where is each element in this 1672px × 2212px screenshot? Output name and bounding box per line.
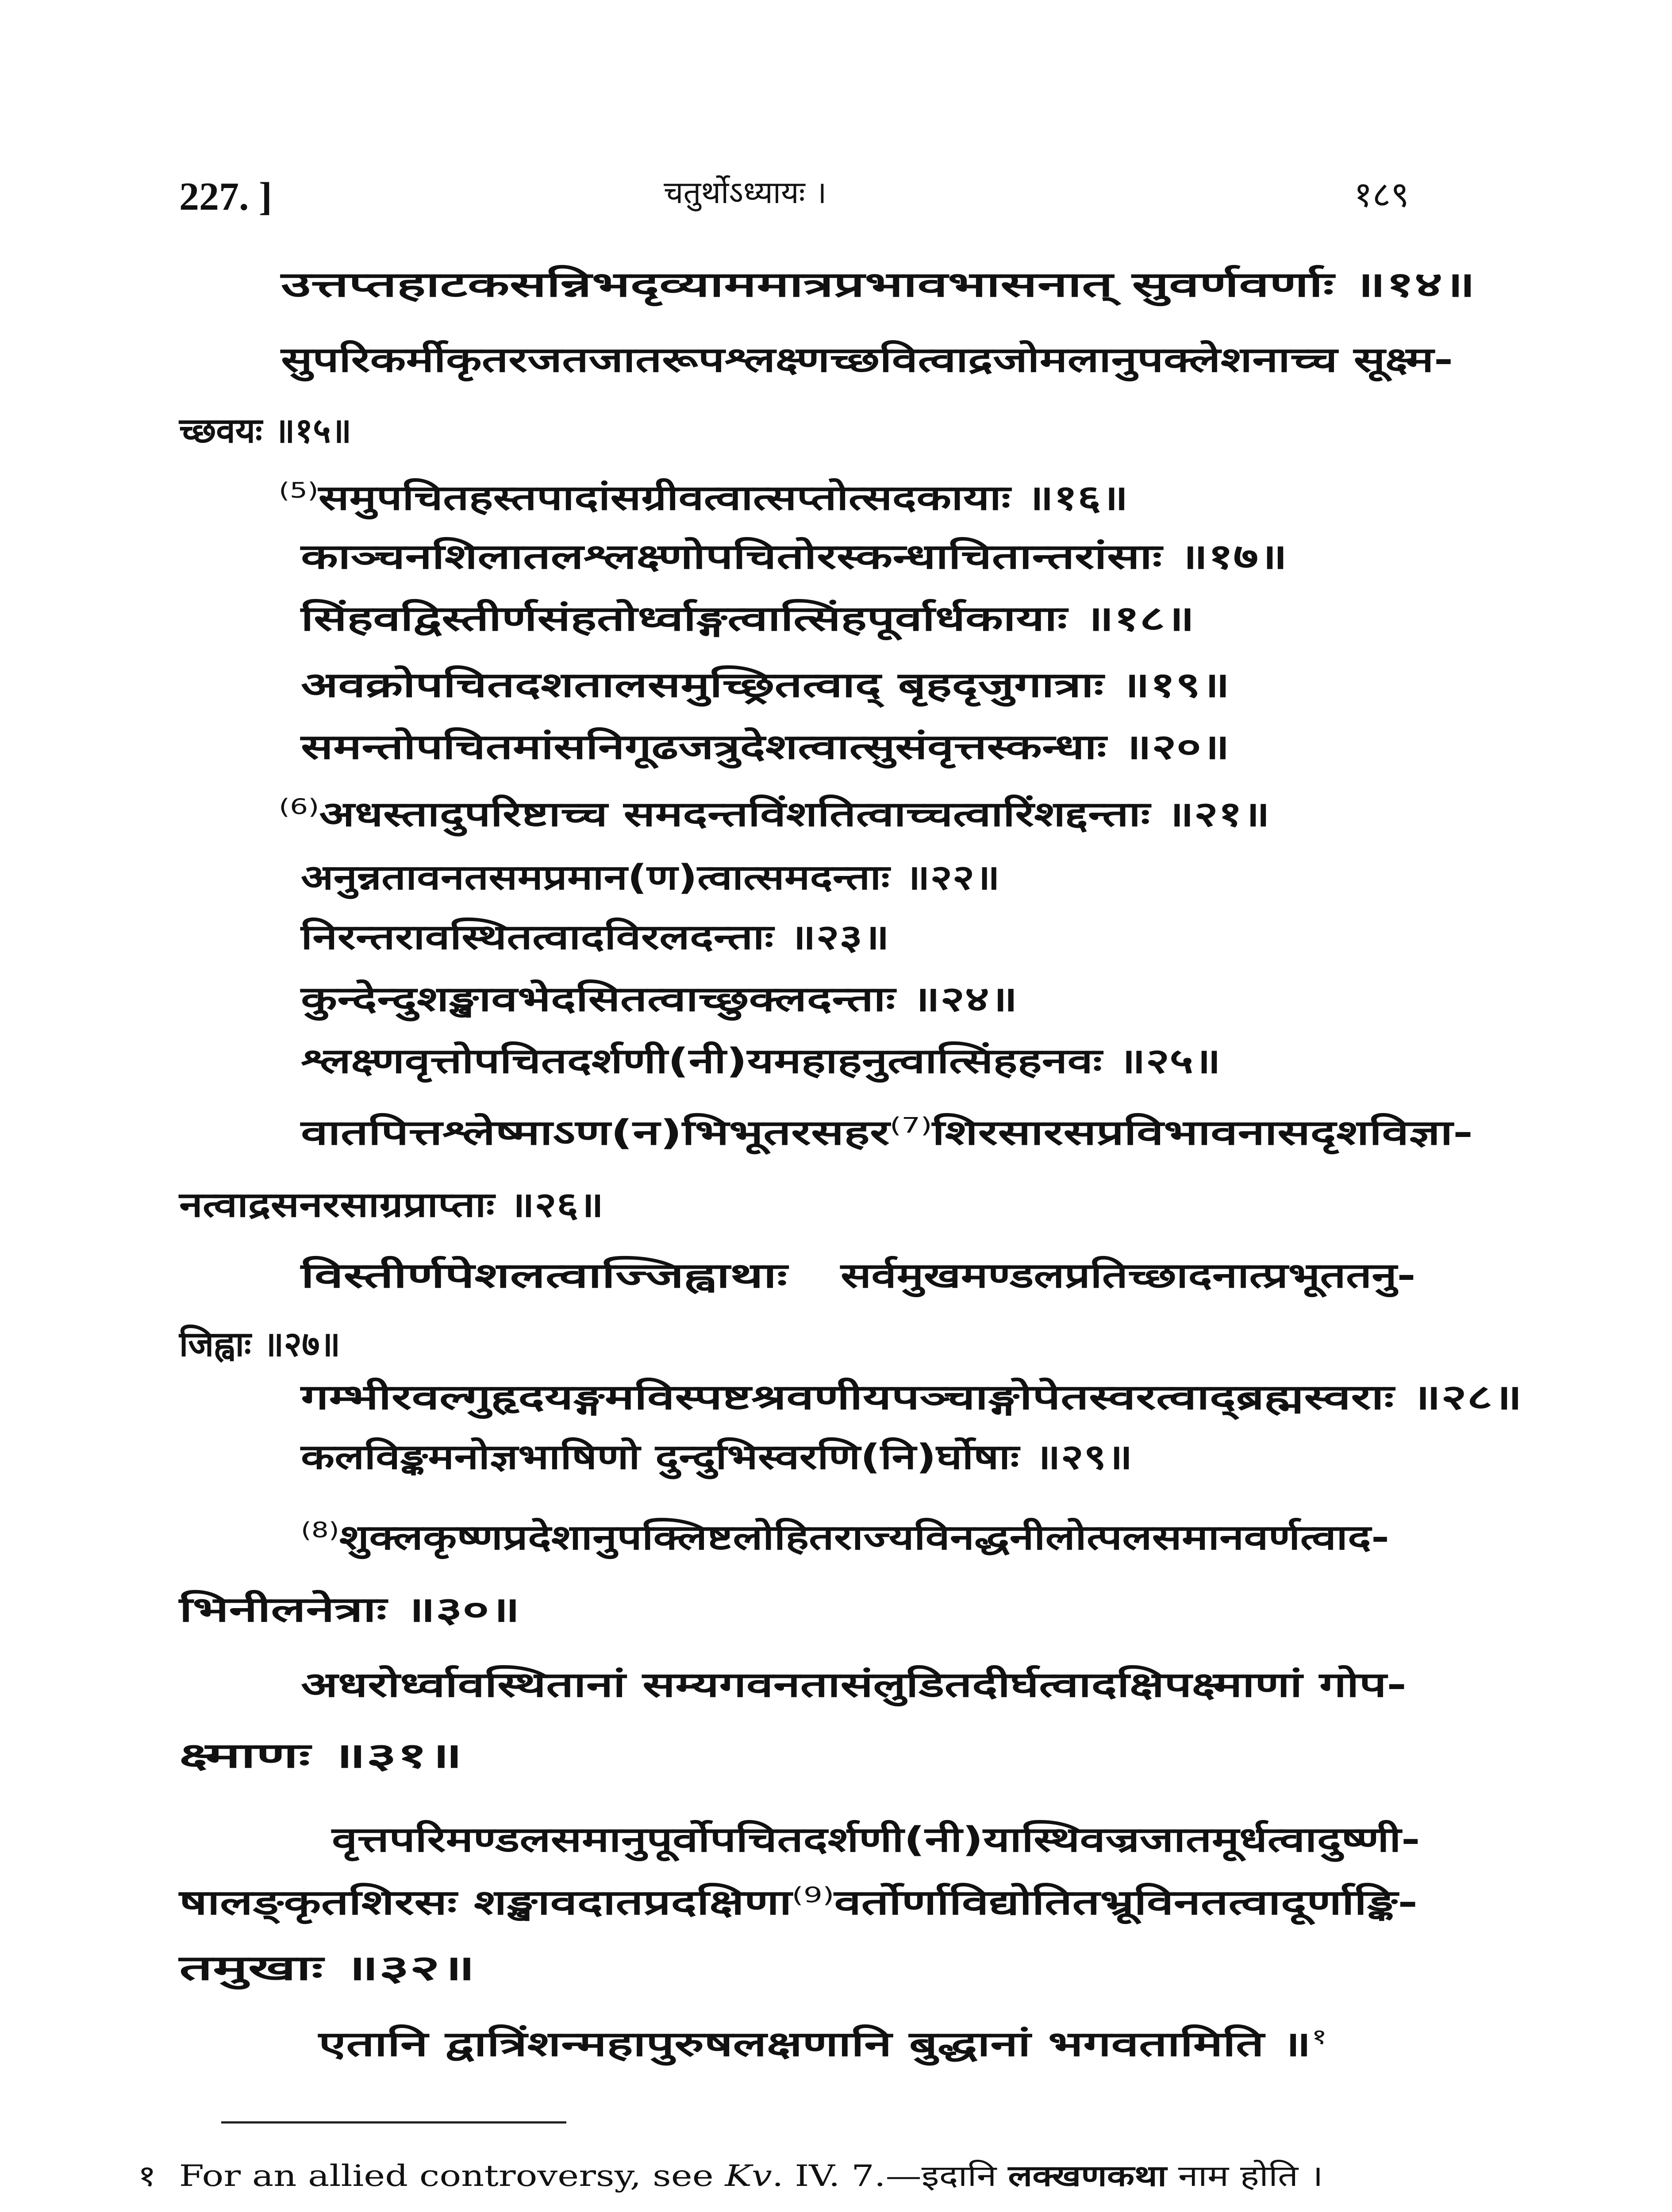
text-line: $^{(6)}$अधस्तादुपरिष्टाच्च समदन्तविंशतित्वाच्चत्वारिंशद्दन्ताः ॥२१॥ (279, 795, 1270, 834)
text-line: निरन्तरावस्थितत्वादविरलदन्ताः ॥२३॥ (301, 918, 890, 957)
text-line: सुपरिकर्मीकृतरजतजातरूपश्लक्ष्णच्छवित्वाद्रजोमलानुपक्लेशनाच्च सूक्ष्म- (281, 340, 1453, 380)
text-line: सिंहवद्विस्तीर्णसंहतोर्ध्वाङ्गत्वात्सिंहपूर्वार्धकायाः ॥१८॥ (301, 599, 1195, 639)
folio-number: १८९ (1354, 174, 1409, 215)
text-line: अवक्रोपचितदशतालसमुच्छ्रितत्वाद् बृहदृजुगात्राः ॥१९॥ (301, 665, 1230, 705)
footnote-marker: १ (138, 2159, 157, 2193)
text-line: नत्वाद्रसनरसाग्रप्राप्ताः ॥२६॥ (179, 1185, 604, 1225)
text-line: च्छवयः ॥१५॥ (179, 411, 352, 451)
note-ref: (7) (889, 1113, 932, 1138)
footnote-ref: १ (1311, 2024, 1327, 2049)
text-line: $^{(5)}$समुपचितहस्तपादांसग्रीवत्वात्सप्तोत्सदकायाः ॥१६॥ (279, 478, 1128, 518)
footnote-rule (221, 2121, 566, 2124)
text-line: $^{(8)}$शुक्लकृष्णप्रदेशानुपक्लिष्टलोहितराज्यविनद्धनीलोत्पलसमानवर्णत्वाद- (301, 1518, 1390, 1558)
text-line: अधरोर्ध्वावस्थितानां सम्यगवनतासंलुडितदीर्घत्वादक्षिपक्ष्माणां गोप- (301, 1665, 1407, 1705)
text-line: गम्भीरवल्गुहृदयङ्गमविस्पष्टश्रवणीयपञ्चाङ्गोपेतस्वरत्वाद्ब्रह्मस्वराः ॥२८॥ (301, 1378, 1522, 1417)
note-ref: (5) (279, 478, 319, 503)
text-line: समन्तोपचितमांसनिगूढजत्रुदेशत्वात्सुसंवृत्तस्कन्धाः ॥२०॥ (301, 727, 1230, 767)
chapter-title: चतुर्थोऽध्यायः । (664, 174, 827, 211)
text-line: एतानि द्वात्रिंशन्महापुरुषलक्षणानि बुद्धानां भगवतामिति ॥$^१$ (319, 2024, 1327, 2064)
text-line: उत्तप्तहाटकसन्निभदृव्याममात्रप्रभावभासनात् सुवर्णवर्णाः ॥१४॥ (281, 265, 1476, 305)
text-line: सर्वमुखमण्डलप्रतिच्छादनात्प्रभूततनु- (841, 1256, 1416, 1296)
text-line: श्लक्ष्णवृत्तोपचितदर्शणी(नी)यमहाहनुत्वात्सिंहहनवः ॥२५॥ (301, 1041, 1221, 1081)
text-line: वातपित्तश्लेष्माऽण(न)भिभूतरसहर$^{(7)}$शिरसारसप्रविभावनासदृशविज्ञा- (301, 1113, 1473, 1153)
text-line: जिह्वाः ॥२७॥ (179, 1325, 341, 1364)
text-line: भिनीलनेत्राः ॥३०॥ (179, 1590, 520, 1630)
text-line: कुन्देन्दुशङ्खावभेदसितत्वाच्छुक्लदन्ताः ॥२४॥ (301, 979, 1018, 1019)
text-line: षालङ्कृतशिरसः शङ्खावदातप्रदक्षिणा$^{(9)}$वर्तोर्णाविद्योतितभ्रूविनतत्वादूर्णाङ्कि- (179, 1883, 1418, 1923)
note-ref: (9) (792, 1883, 834, 1908)
page-number: 227. ] (179, 175, 272, 219)
text-line: कलविङ्कमनोज्ञभाषिणो दुन्दुभिस्वरणि(नि)र्घोषाः ॥२९॥ (301, 1437, 1133, 1477)
note-ref: (8) (301, 1518, 339, 1543)
text-line: अनुन्नतावनतसमप्रमान(ण)त्वात्समदन्ताः ॥२२॥ (301, 858, 1000, 898)
note-ref: (6) (279, 795, 319, 819)
text-line: क्ष्माणः ॥३१॥ (179, 1736, 463, 1776)
text-line: तमुखाः ॥३२॥ (179, 1948, 476, 1988)
text-line: काञ्चनशिलातलश्लक्ष्णोपचितोरस्कन्धाचितान्तरांसाः ॥१७॥ (301, 537, 1288, 577)
text-line: वृत्तपरिमण्डलसमानुपूर्वोपचितदर्शणी(नी)यास्थिवज्रजातमूर्धत्वादुष्णी- (332, 1820, 1420, 1860)
footnote-line: १ For an allied controversy, see Kv. IV. 7.—इदानि लक्खणकथा नाम होति । (138, 2158, 1323, 2193)
text-line: विस्तीर्णपेशलत्वाज्जिह्वाथाः (301, 1256, 788, 1296)
